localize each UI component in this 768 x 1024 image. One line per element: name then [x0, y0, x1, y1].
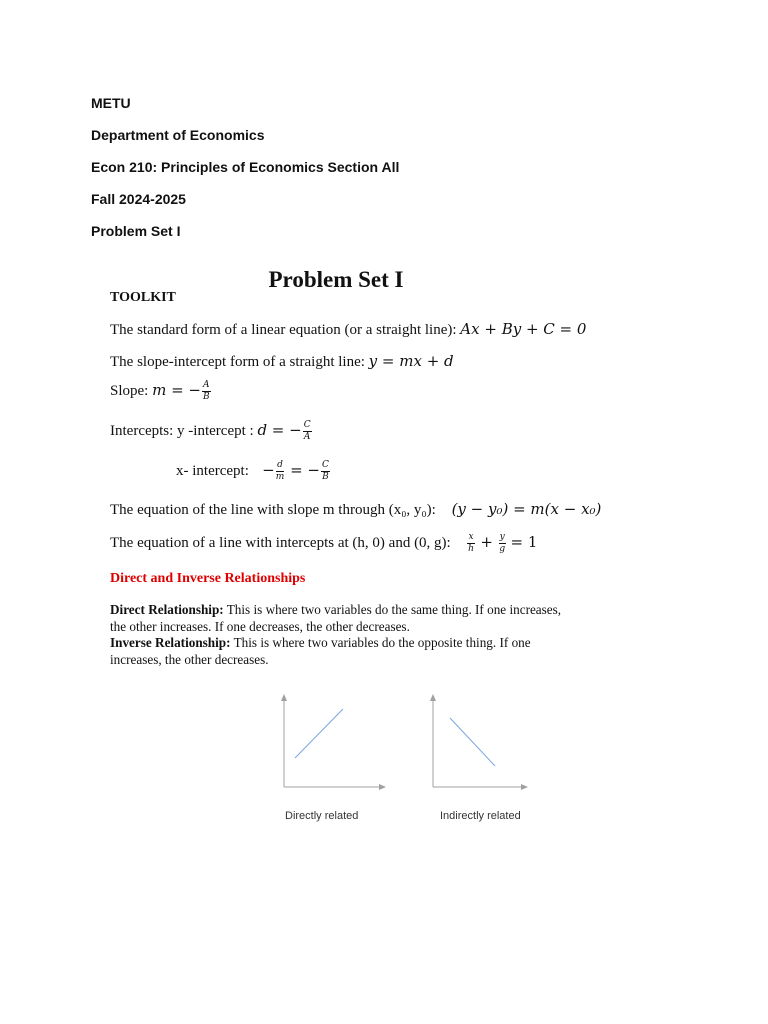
header-department: Department of Economics: [91, 127, 265, 143]
direct-relationship-paragraph: [110, 602, 580, 635]
slope-line: [110, 380, 212, 403]
intercept-form-line: The equation of a line with intercepts at (h, 0) and (0, g): $\frac{x}{h}$ + $\frac{y}{g}$ = 1: [110, 532, 538, 554]
standard-form-line: [110, 320, 586, 339]
slope-intercept-label: The slope-intercept form of a straight line:: [110, 354, 365, 370]
intercept-form-fraction-2: $\frac{y}{g}$: [499, 532, 506, 554]
intercept-form-rhs: = 1: [510, 532, 538, 551]
x-intercept-line: x- intercept: − $\frac{d}{m}$ = − $\frac{C}{B}$: [176, 460, 329, 482]
document-title: Problem Set I: [268, 267, 404, 292]
slope-intercept-line: [110, 352, 454, 371]
slope-intercept-equation: y = mx + d: [368, 352, 454, 370]
inverse-relationship-text: This is where two variables do the opposite thing. If one increases, the other decreases.: [110, 635, 531, 667]
point-slope-label: The equation of the line with slope m through (x₀, y₀):: [110, 502, 436, 518]
y-intercept-line: [110, 420, 313, 443]
intercepts-label: Intercepts: y -intercept :: [110, 422, 254, 439]
point-slope-equation: (y − y₀) = m(x − x₀): [451, 500, 602, 518]
standard-form-equation: Ax + By + C = 0: [460, 320, 587, 338]
inverse-relationship-graph: [430, 694, 528, 790]
indirect-figure-caption: Indirectly related: [440, 810, 521, 822]
inverse-x-axis-arrow: [521, 784, 528, 790]
inverse-relationship-term: Inverse Relationship:: [110, 635, 231, 650]
header-university: METU: [91, 95, 131, 111]
point-slope-line: [110, 500, 601, 519]
direct-x-axis-arrow: [379, 784, 386, 790]
slope-label: Slope:: [110, 382, 149, 399]
intercept-form-label: The equation of a line with intercepts at (h, 0) and (0, g):: [110, 534, 451, 551]
inverse-relationship-paragraph: [110, 635, 580, 668]
direct-y-axis-arrow: [281, 694, 287, 701]
x-intercept-label: x- intercept:: [176, 462, 249, 479]
y-intercept-fraction: $\frac{C}{A}$: [303, 420, 311, 442]
intercept-form-fraction-1: $\frac{x}{h}$: [468, 532, 474, 554]
header-term: Fall 2024-2025: [91, 191, 186, 207]
standard-form-label: The standard form of a linear equation (or a straight line):: [110, 322, 457, 338]
direct-relationship-line: [295, 709, 343, 758]
y-intercept-lhs: d = −: [257, 420, 302, 439]
x-intercept-fraction-1: $\frac{d}{m}$: [275, 460, 285, 482]
relationships-heading: Direct and Inverse Relationships: [110, 571, 306, 586]
header-problem-set: Problem Set I: [91, 223, 181, 239]
header-course: Econ 210: Principles of Economics Section All: [91, 159, 400, 175]
direct-relationship-graph: [281, 694, 386, 790]
direct-relationship-term: Direct Relationship:: [110, 602, 224, 617]
relationship-figures: [270, 692, 550, 802]
inverse-y-axis-arrow: [430, 694, 436, 701]
slope-fraction: $\frac{A}{B}$: [202, 380, 210, 402]
direct-figure-caption: Directly related: [285, 810, 359, 822]
inverse-relationship-line: [450, 718, 495, 766]
x-intercept-fraction-2: $\frac{C}{B}$: [321, 460, 329, 482]
toolkit-heading: TOOLKIT: [110, 290, 176, 305]
slope-lhs: m = −: [152, 380, 201, 399]
direct-relationship-text: This is where two variables do the same thing. If one increases, the other increases. If one decreases, the other decreases.: [110, 602, 562, 634]
